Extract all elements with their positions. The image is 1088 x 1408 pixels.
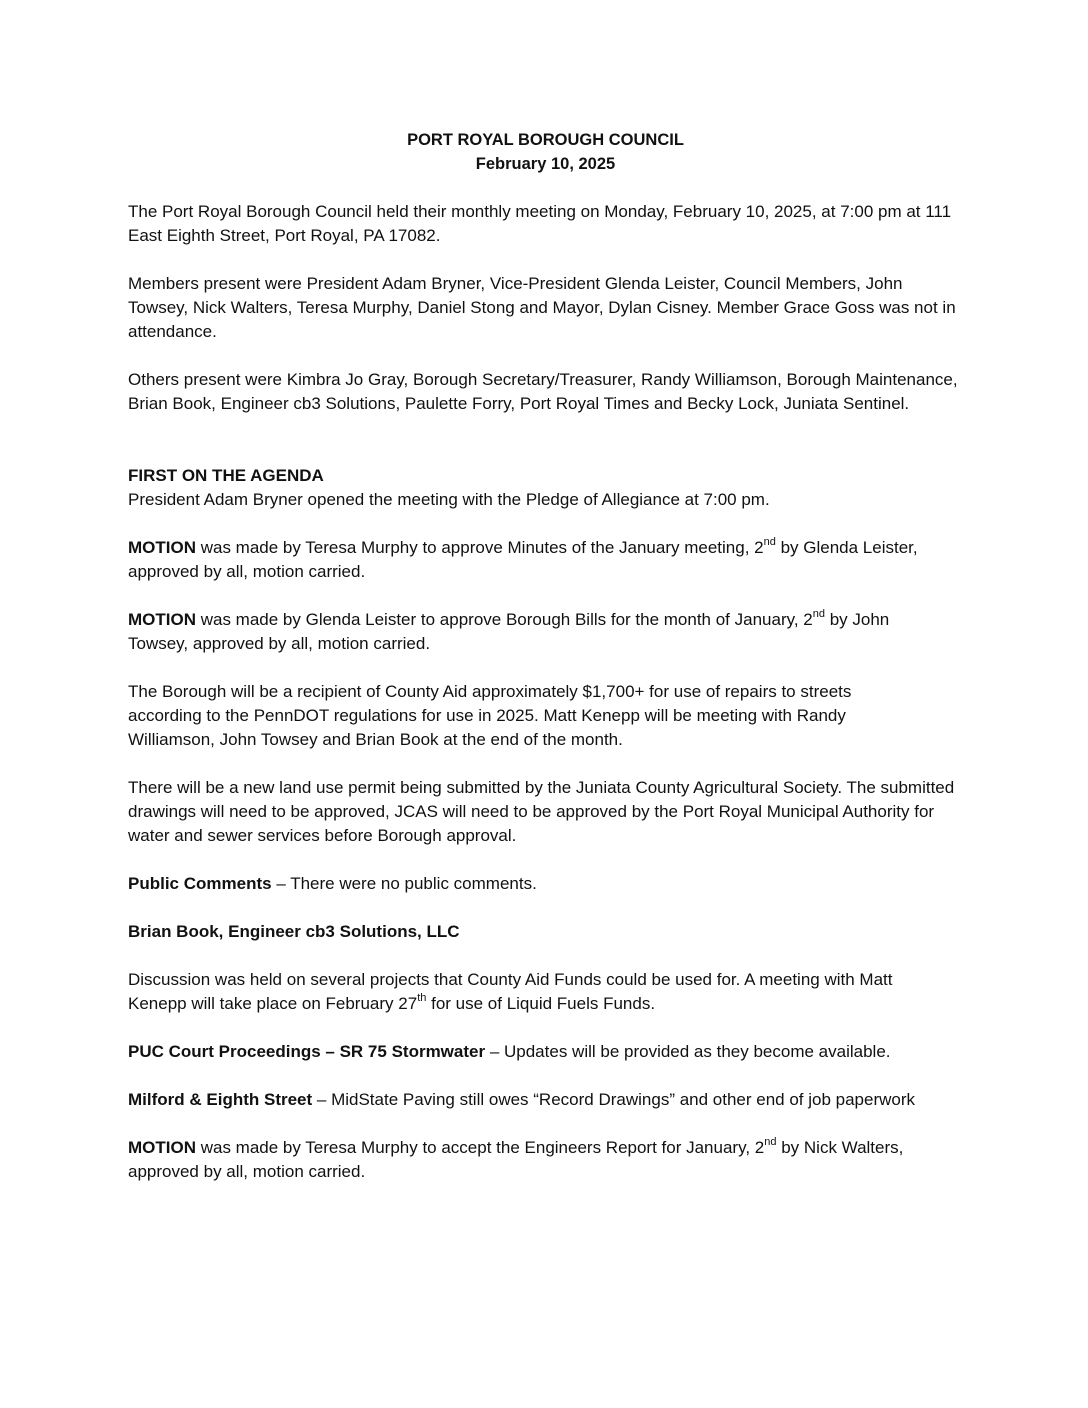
land-use-paragraph: There will be a new land use permit being submitted by the Juniata County Agricultural Society. The submitted drawings will need to be approved, JCAS will need to be approved by the Port Royal Municipal Authority for water and sewer services before Borough approval.: [128, 778, 955, 845]
discussion-paragraph: [128, 968, 943, 1016]
motion-text: by Nick Walters, approved by all, motion carried.: [128, 1138, 904, 1181]
motion-minutes-paragraph: [128, 536, 918, 584]
agenda-heading: FIRST ON THE AGENDA: [128, 466, 324, 485]
motion-text: was made by Teresa Murphy to accept the Engineers Report for January, 2: [196, 1138, 765, 1157]
motion-label: MOTION: [128, 538, 196, 557]
motion-text: was made by Glenda Leister to approve Borough Bills for the month of January, 2: [196, 610, 813, 629]
motion-bills-paragraph: [128, 608, 938, 656]
milford-label: Milford & Eighth Street: [128, 1090, 313, 1109]
members-present-paragraph: Members present were President Adam Bryner, Vice-President Glenda Leister, Council Members, John Towsey, Nick Walters, Teresa Murphy, Daniel Stong and Mayor, Dylan Cisney. Member Grace Goss was not in attendance.: [128, 274, 956, 341]
engineer-heading: Brian Book, Engineer cb3 Solutions, LLC: [128, 922, 460, 941]
meeting-date: February 10, 2025: [475, 155, 616, 173]
motion-label: MOTION: [128, 1138, 196, 1157]
minutes-page: [128, 128, 963, 1181]
milford-text: – MidState Paving still owes “Record Drawings” and other end of job paperwork: [312, 1090, 916, 1109]
document-header: [128, 128, 963, 176]
motion-text: was made by Teresa Murphy to approve Minutes of the January meeting, 2: [196, 538, 764, 557]
motion-text: by Glenda Leister, approved by all, motion carried.: [128, 538, 918, 581]
milford-paragraph: [128, 1088, 963, 1112]
puc-label: PUC Court Proceedings – SR 75 Stormwater: [128, 1042, 486, 1061]
motion-engineer-report-paragraph: [128, 1136, 948, 1184]
discussion-text: Discussion was held on several projects that County Aid Funds could be used for. A meeting with Matt Kenepp will take place on February 27: [128, 970, 893, 1013]
document-title: PORT ROYAL BOROUGH COUNCIL: [407, 131, 684, 149]
public-comments-paragraph: [128, 872, 963, 896]
ordinal-suffix: th: [417, 992, 427, 1005]
discussion-text: for use of Liquid Fuels Funds.: [426, 994, 656, 1013]
ordinal-suffix: nd: [763, 536, 776, 549]
ordinal-suffix: nd: [812, 608, 825, 621]
puc-paragraph: [128, 1040, 963, 1064]
agenda-section: [128, 464, 963, 512]
ordinal-suffix: nd: [764, 1136, 777, 1149]
motion-label: MOTION: [128, 610, 196, 629]
motion-text: by John Towsey, approved by all, motion carried.: [128, 610, 890, 653]
meeting-intro-paragraph: The Port Royal Borough Council held their monthly meeting on Monday, February 10, 2025, at 7:00 pm at 111 East Eighth Street, Port Royal, PA 17082.: [128, 202, 952, 245]
county-aid-paragraph: The Borough will be a recipient of County Aid approximately $1,700+ for use of repairs to streets according to the PennDOT regulations for use in 2025. Matt Kenepp will be meeting with Randy Williamson, John Towsey and Brian Book at the end of the month.: [128, 682, 852, 749]
public-comments-text: – There were no public comments.: [271, 874, 537, 893]
public-comments-label: Public Comments: [128, 874, 272, 893]
agenda-text: President Adam Bryner opened the meeting with the Pledge of Allegiance at 7:00 pm.: [128, 490, 770, 509]
puc-text: – Updates will be provided as they become available.: [485, 1042, 891, 1061]
others-present-paragraph: Others present were Kimbra Jo Gray, Borough Secretary/Treasurer, Randy Williamson, Borough Maintenance, Brian Book, Engineer cb3 Solutions, Paulette Forry, Port Royal Times and Becky Lock, Juniata Sentinel.: [128, 370, 958, 413]
